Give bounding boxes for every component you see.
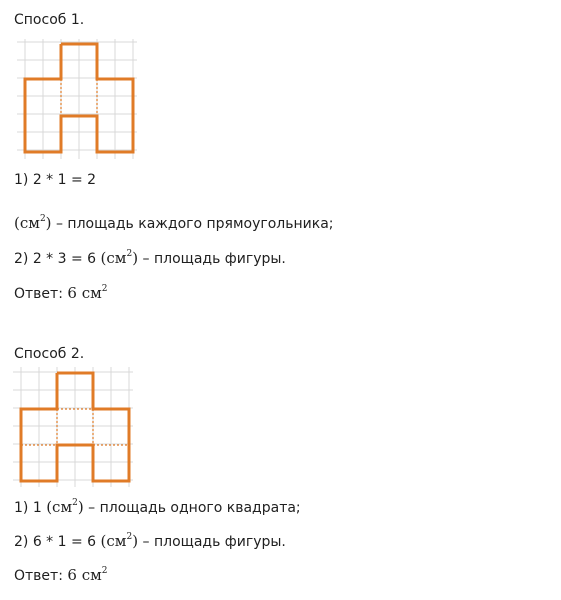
unit-expression: $(см^2)$ bbox=[14, 214, 52, 232]
method1-title: Способ 1. bbox=[14, 12, 85, 28]
method2-title: Способ 2. bbox=[14, 346, 85, 362]
method1-grid bbox=[17, 39, 137, 159]
method1-answer: Ответ: 6 $см^2$ bbox=[14, 284, 108, 302]
method2-figure bbox=[8, 362, 138, 492]
method1-figure bbox=[12, 34, 142, 164]
method2-step2: 2) 6 * 1 = 6 $(см^2)$ – площадь фигуры. bbox=[14, 532, 286, 550]
method1-step1: 1) 2 * 1 = 2 bbox=[14, 172, 97, 188]
method1-unit-line: $(см^2)$ – площадь каждого прямоугольника; bbox=[14, 214, 334, 232]
method2-answer: Ответ: 6 $см^2$ bbox=[14, 566, 108, 584]
method2-grid bbox=[13, 367, 133, 487]
method1-step2: 2) 2 * 3 = 6 $(см^2)$ – площадь фигуры. bbox=[14, 249, 286, 267]
method2-step1: 1) 1 $(см^2)$ – площадь одного квадрата; bbox=[14, 498, 301, 516]
